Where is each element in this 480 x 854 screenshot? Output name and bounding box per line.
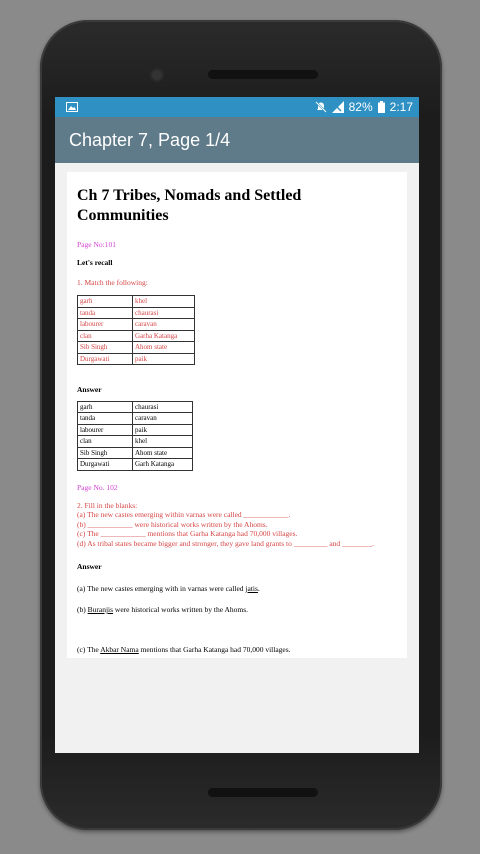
question-2a: (a) The new castes emerging within varnas were called ____________. bbox=[77, 510, 291, 519]
answer-2a-suffix: . bbox=[257, 583, 260, 593]
table-cell: caravan bbox=[133, 319, 195, 331]
answer-2c-text: mentions that Garha Katanga had 70,000 villages. bbox=[138, 644, 291, 654]
table-cell: Durgawati bbox=[78, 459, 133, 471]
table-cell: Sib Singh bbox=[78, 447, 133, 459]
table-cell: garh bbox=[78, 401, 133, 413]
lets-recall-heading: Let's recall bbox=[77, 258, 113, 267]
question-2b: (b) ____________ were historical works written by the Ahoms. bbox=[77, 519, 268, 529]
table-cell: Ahom state bbox=[133, 342, 195, 354]
question-1: 1. Match the following: bbox=[77, 277, 148, 287]
clock: 2:17 bbox=[389, 100, 413, 114]
table-row bbox=[78, 424, 193, 436]
mute-icon bbox=[315, 101, 327, 113]
table-cell: labourer bbox=[78, 424, 133, 436]
status-bar bbox=[55, 97, 419, 117]
earpiece-speaker bbox=[208, 70, 318, 79]
page-number-102: Page No. 102 bbox=[77, 482, 118, 492]
table-cell: chaurasi bbox=[133, 307, 195, 319]
table-cell: Durgawati bbox=[78, 353, 133, 365]
app-bar bbox=[55, 117, 419, 163]
document-title bbox=[77, 186, 397, 226]
table-cell: paik bbox=[133, 353, 195, 365]
front-camera bbox=[150, 68, 164, 82]
table-row bbox=[78, 307, 195, 319]
signal-icon bbox=[332, 101, 344, 113]
table-cell: labourer bbox=[78, 319, 133, 331]
table-cell: clan bbox=[78, 330, 133, 342]
answer-2c-word: Akbar Nama bbox=[100, 644, 139, 654]
battery-percent: 82% bbox=[348, 100, 373, 114]
table-row bbox=[78, 459, 193, 471]
answer-table bbox=[77, 401, 193, 471]
table-row bbox=[78, 401, 193, 413]
table-cell: khel bbox=[133, 296, 195, 308]
title-line-1: Ch 7 Tribes, Nomads and Settled bbox=[77, 187, 302, 204]
answer-heading-2: Answer bbox=[77, 562, 102, 571]
page-number-101: Page No:101 bbox=[77, 240, 116, 249]
answer-2a-word: jatis bbox=[245, 583, 258, 593]
table-row bbox=[78, 319, 195, 331]
table-row bbox=[78, 330, 195, 342]
table-cell: paik bbox=[133, 424, 193, 436]
table-row bbox=[78, 436, 193, 448]
document-page[interactable] bbox=[67, 172, 407, 658]
table-cell: chaurasi bbox=[133, 401, 193, 413]
table-cell: Ahom state bbox=[133, 447, 193, 459]
table-row bbox=[78, 413, 193, 425]
table-row bbox=[78, 447, 193, 459]
table-cell: Sib Singh bbox=[78, 342, 133, 354]
table-cell: khel bbox=[133, 436, 193, 448]
table-cell: Garha Katanga bbox=[133, 330, 195, 342]
title-line-2: Communities bbox=[77, 207, 169, 224]
table-cell: Garh Katanga bbox=[133, 459, 193, 471]
answer-2b-prefix: (b) bbox=[77, 605, 88, 614]
answer-heading-1: Answer bbox=[77, 385, 102, 394]
table-cell: tanda bbox=[78, 413, 133, 425]
app-bar-title: Chapter 7, Page 1/4 bbox=[69, 129, 231, 150]
table-row bbox=[78, 353, 195, 365]
question-2: 2. Fill in the blanks: bbox=[77, 500, 138, 510]
answer-2c bbox=[77, 645, 397, 655]
battery-icon bbox=[378, 101, 385, 113]
table-row bbox=[78, 296, 195, 308]
table-cell: tanda bbox=[78, 307, 133, 319]
question-2d: (d) As tribal states became bigger and stronger, they gave land grants to _________ and ________. bbox=[77, 538, 374, 548]
table-cell: caravan bbox=[133, 413, 193, 425]
answer-2b-word: Buranjis bbox=[87, 605, 114, 614]
match-table bbox=[77, 295, 195, 365]
image-notification-icon bbox=[66, 102, 78, 112]
answer-2a-text: (a) The new castes emerging with in varnas were called bbox=[77, 583, 246, 593]
bottom-speaker bbox=[208, 788, 318, 797]
table-row bbox=[78, 342, 195, 354]
answer-2b-text: were historical works written by the Ahoms. bbox=[113, 605, 249, 614]
answer-2b bbox=[77, 605, 397, 615]
question-2c: (c) The ____________ mentions that Garha Katanga had 70,000 villages. bbox=[77, 529, 298, 538]
answer-2a bbox=[77, 584, 397, 594]
table-cell: clan bbox=[78, 436, 133, 448]
table-cell: garh bbox=[78, 296, 133, 308]
answer-2c-prefix: (c) The bbox=[77, 644, 101, 654]
